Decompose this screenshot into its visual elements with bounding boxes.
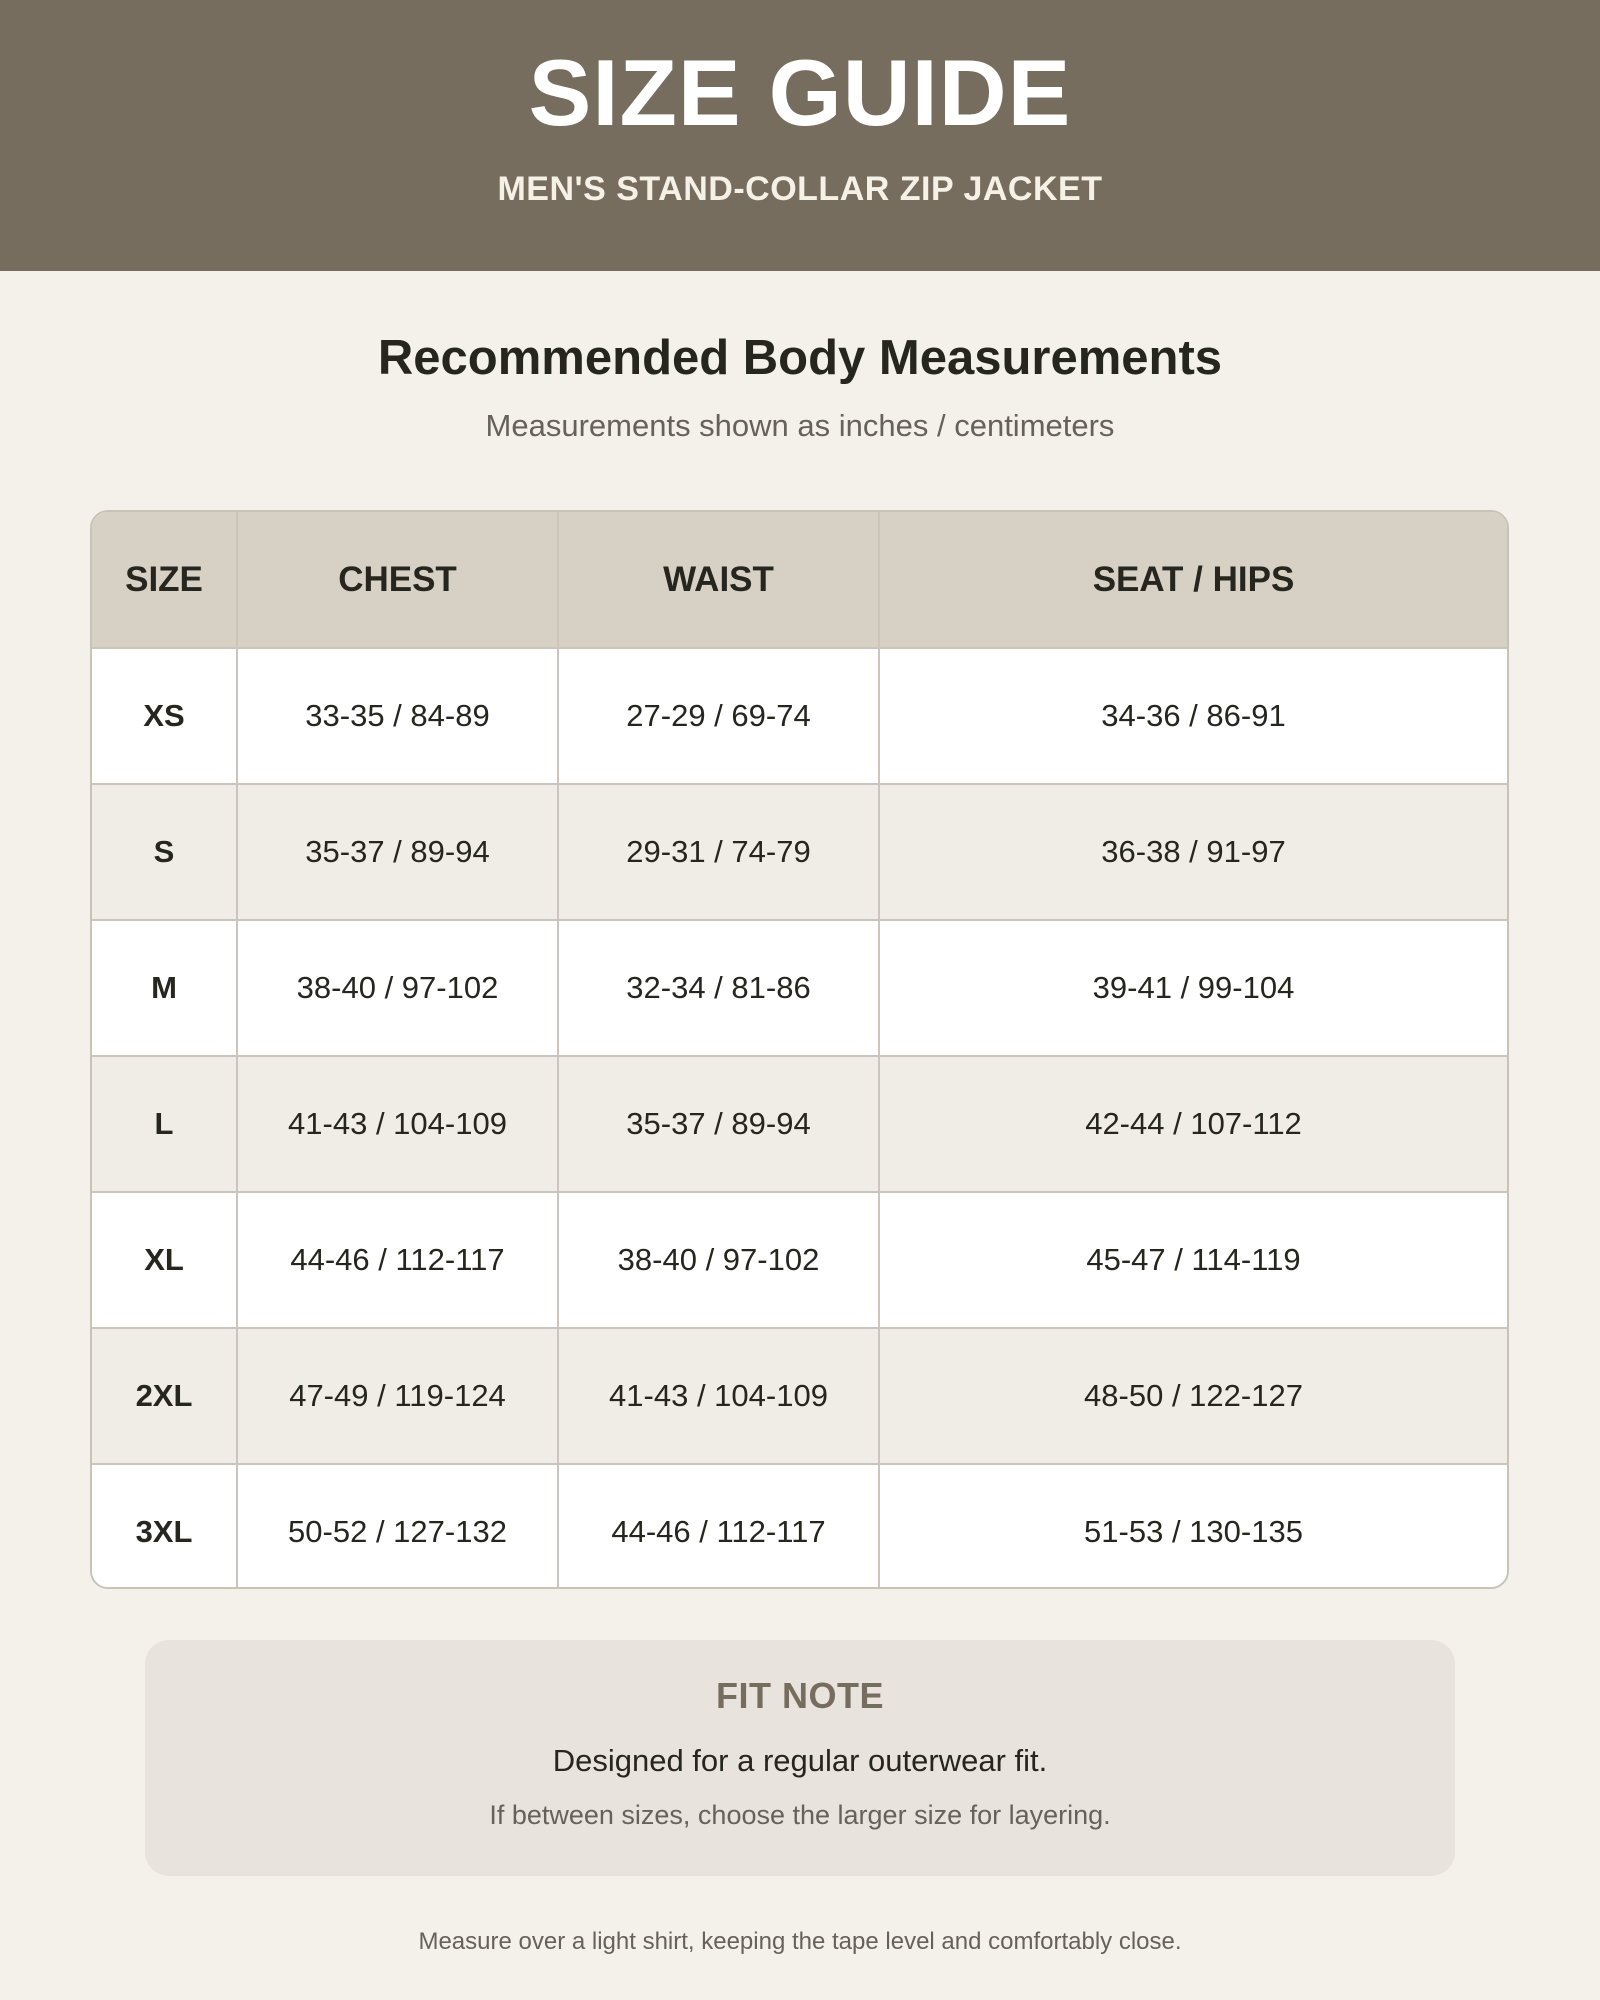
table-row <box>92 1328 1507 1464</box>
seat-hips-cell: 48-50 / 122-127 <box>879 1328 1507 1464</box>
waist-cell: 32-34 / 81-86 <box>558 920 879 1056</box>
fit-note-description: Designed for a regular outerwear fit. <box>552 1743 1048 1778</box>
seat-hips-cell: 51-53 / 130-135 <box>879 1464 1507 1589</box>
size-cell: 3XL <box>92 1464 237 1589</box>
size-cell: L <box>92 1056 237 1192</box>
size-table <box>92 512 1507 1589</box>
waist-cell: 29-31 / 74-79 <box>558 784 879 920</box>
size-cell: 2XL <box>92 1328 237 1464</box>
size-cell: XL <box>92 1192 237 1328</box>
chest-cell: 38-40 / 97-102 <box>237 920 558 1056</box>
measuring-tip: Measure over a light shirt, keeping the tape level and comfortably close. <box>418 1928 1182 1955</box>
chest-cell: 35-37 / 89-94 <box>237 784 558 920</box>
column-header-waist: WAIST <box>558 512 879 648</box>
fit-note-advice: If between sizes, choose the larger size for layering. <box>489 1800 1111 1830</box>
table-header-row <box>92 512 1507 648</box>
chest-cell: 50-52 / 127-132 <box>237 1464 558 1589</box>
table-row <box>92 1464 1507 1589</box>
header-banner <box>0 0 1600 271</box>
chest-cell: 41-43 / 104-109 <box>237 1056 558 1192</box>
table-row <box>92 920 1507 1056</box>
waist-cell: 27-29 / 69-74 <box>558 648 879 784</box>
waist-cell: 41-43 / 104-109 <box>558 1328 879 1464</box>
section-heading: Recommended Body Measurements <box>377 331 1223 385</box>
table-row <box>92 648 1507 784</box>
seat-hips-cell: 39-41 / 99-104 <box>879 920 1507 1056</box>
seat-hips-cell: 36-38 / 91-97 <box>879 784 1507 920</box>
fit-note-title: FIT NOTE <box>716 1675 884 1716</box>
section-subheading: Measurements shown as inches / centimeters <box>485 408 1115 443</box>
product-name: MEN'S STAND-COLLAR ZIP JACKET <box>497 170 1103 208</box>
seat-hips-cell: 45-47 / 114-119 <box>879 1192 1507 1328</box>
size-table-container <box>90 510 1509 1589</box>
size-cell: M <box>92 920 237 1056</box>
waist-cell: 44-46 / 112-117 <box>558 1464 879 1589</box>
table-row <box>92 1056 1507 1192</box>
page-title: SIZE GUIDE <box>528 40 1072 145</box>
size-cell: XS <box>92 648 237 784</box>
column-header-seat-hips: SEAT / HIPS <box>879 512 1507 648</box>
chest-cell: 44-46 / 112-117 <box>237 1192 558 1328</box>
seat-hips-cell: 42-44 / 107-112 <box>879 1056 1507 1192</box>
table-row <box>92 1192 1507 1328</box>
fit-note-panel <box>145 1640 1455 1876</box>
column-header-chest: CHEST <box>237 512 558 648</box>
waist-cell: 35-37 / 89-94 <box>558 1056 879 1192</box>
chest-cell: 33-35 / 84-89 <box>237 648 558 784</box>
column-header-size: SIZE <box>92 512 237 648</box>
size-cell: S <box>92 784 237 920</box>
chest-cell: 47-49 / 119-124 <box>237 1328 558 1464</box>
table-row <box>92 784 1507 920</box>
waist-cell: 38-40 / 97-102 <box>558 1192 879 1328</box>
seat-hips-cell: 34-36 / 86-91 <box>879 648 1507 784</box>
